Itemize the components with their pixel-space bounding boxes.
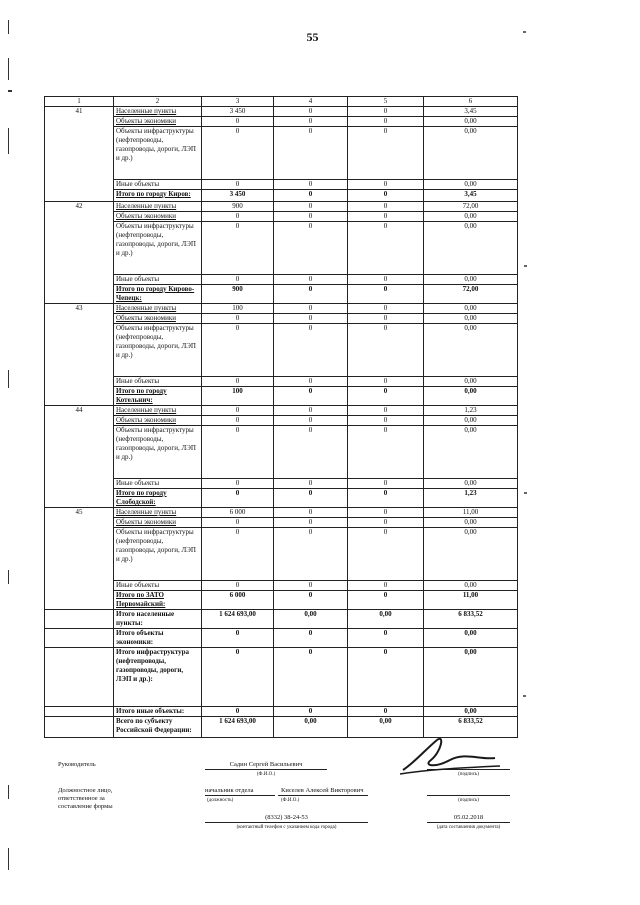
subtotal-row [45,489,518,508]
row-label: Итого по ЗАТО Первомайский: [114,591,202,610]
value-cell: 0 [274,107,348,117]
total-label: Итого населенные пункты: [114,610,202,629]
row-label: Итого по городу Кирово-Чепецк: [114,285,202,304]
value-cell: 0 [274,190,348,202]
value-cell: 0 [274,314,348,324]
row-label: Объекты экономики [114,416,202,426]
row-number: 42 [45,202,114,304]
row-label: Иные объекты [114,479,202,489]
value-cell: 0 [348,190,424,202]
date-line [427,822,510,823]
total-label: Итого объекты экономики: [114,629,202,648]
value-cell: 0 [348,212,424,222]
value-cell: 0 [202,212,274,222]
table-row [45,212,518,222]
value-cell: 0 [348,479,424,489]
row-label: Объекты инфраструктуры (нефтепроводы, газопроводы, дороги, ЛЭП и др.) [114,426,202,479]
total-row [45,707,518,717]
total-value-cell: 0,00 [348,717,424,738]
value-cell: 0 [274,387,348,406]
value-cell: 0 [274,202,348,212]
value-cell: 0 [202,416,274,426]
header-row [45,97,518,107]
value-cell: 0,00 [424,387,518,406]
total-value-cell: 0,00 [424,707,518,717]
table-row [45,314,518,324]
total-value-cell: 0 [348,629,424,648]
value-cell: 0 [202,180,274,190]
subtotal-row [45,387,518,406]
empty-cell [45,707,114,717]
total-value-cell: 0,00 [274,610,348,629]
total-label: Итого инфраструктура (нефтепроводы, газопроводы, дороги, ЛЭП и др.): [114,648,202,707]
value-cell: 0 [348,426,424,479]
value-cell: 0 [274,275,348,285]
value-cell: 3 450 [202,190,274,202]
value-cell: 0,00 [424,324,518,377]
value-cell: 0 [202,324,274,377]
value-cell: 0 [274,591,348,610]
row-label: Иные объекты [114,581,202,591]
value-cell: 0,00 [424,518,518,528]
row-label: Населенные пункты [114,406,202,416]
total-label: Всего по субъекту Российской Федерации: [114,717,202,738]
value-cell: 0 [202,117,274,127]
value-cell: 0 [348,304,424,314]
value-cell: 1,23 [424,489,518,508]
row-number: 44 [45,406,114,508]
official-position: начальник отдела [205,787,254,794]
empty-cell [45,610,114,629]
value-cell: 0 [274,489,348,508]
value-cell: 0 [202,377,274,387]
value-cell: 100 [202,304,274,314]
total-value-cell: 0 [348,648,424,707]
total-value-cell: 0 [202,707,274,717]
value-cell: 100 [202,387,274,406]
header-cell: 5 [348,97,424,107]
table-row [45,180,518,190]
total-value-cell: 0,00 [424,629,518,648]
value-cell: 0 [274,180,348,190]
value-cell: 0 [274,479,348,489]
subtotal-row [45,190,518,202]
row-label: Населенные пункты [114,107,202,117]
value-cell: 0 [348,518,424,528]
total-value-cell: 0 [202,629,274,648]
total-value-cell: 0 [202,648,274,707]
value-cell: 0 [274,117,348,127]
row-label: Населенные пункты [114,304,202,314]
value-cell: 0 [202,426,274,479]
total-value-cell: 0 [274,707,348,717]
table-row [45,127,518,180]
total-row [45,629,518,648]
value-cell: 3,45 [424,107,518,117]
value-cell: 0,00 [424,581,518,591]
value-cell: 0,00 [424,117,518,127]
header-cell: 3 [202,97,274,107]
value-cell: 1,23 [424,406,518,416]
value-cell: 0 [274,518,348,528]
row-label: Объекты экономики [114,518,202,528]
handwritten-signature [395,730,505,780]
total-value-cell: 0,00 [274,717,348,738]
row-label: Итого по городу Киров: [114,190,202,202]
value-cell: 0,00 [424,212,518,222]
value-cell: 72,00 [424,285,518,304]
value-cell: 11,00 [424,508,518,518]
row-label: Объекты экономики [114,212,202,222]
value-cell: 0 [202,127,274,180]
value-cell: 0 [274,508,348,518]
row-label: Итого по городу Котельнич: [114,387,202,406]
total-value-cell: 0 [348,707,424,717]
value-cell: 11,00 [424,591,518,610]
table-row [45,304,518,314]
value-cell: 0 [274,212,348,222]
table-row [45,518,518,528]
value-cell: 0 [348,202,424,212]
value-cell: 0 [348,127,424,180]
official-label: Должностное лицо, ответственное за составление формы [58,787,113,810]
value-cell: 0,00 [424,416,518,426]
value-cell: 0 [274,426,348,479]
value-cell: 0 [348,377,424,387]
value-cell: 0 [348,416,424,426]
value-cell: 0,00 [424,275,518,285]
value-cell: 0 [202,528,274,581]
value-cell: 0,00 [424,426,518,479]
value-cell: 0 [202,275,274,285]
head-name: Садин Сергей Васильевич [229,761,303,768]
head-label: Руководитель [58,761,96,768]
row-label: Иные объекты [114,377,202,387]
table-row [45,324,518,377]
table-row [45,581,518,591]
empty-cell [45,717,114,738]
page-number: 55 [306,30,319,44]
value-cell: 0,00 [424,377,518,387]
official-signature-caption: (подпись) [458,798,479,803]
subtotal-row [45,285,518,304]
total-label: Итого иные объекты: [114,707,202,717]
official-name: Киселев Алексей Викторович [281,787,364,794]
table-row [45,117,518,127]
row-label: Объекты инфраструктуры (нефтепроводы, газопроводы, дороги, ЛЭП и др.) [114,127,202,180]
value-cell: 0 [348,387,424,406]
total-value-cell: 1 624 693,00 [202,610,274,629]
row-label: Иные объекты [114,275,202,285]
official-name-line [278,795,368,796]
value-cell: 0 [348,222,424,275]
value-cell: 0 [202,406,274,416]
value-cell: 3,45 [424,190,518,202]
header-cell: 6 [424,97,518,107]
value-cell: 0 [348,314,424,324]
value-cell: 0 [348,508,424,518]
value-cell: 72,00 [424,202,518,212]
row-label: Населенные пункты [114,508,202,518]
summary-table [44,96,518,738]
value-cell: 0 [274,528,348,581]
row-label: Населенные пункты [114,202,202,212]
position-caption: (должность) [207,798,234,803]
table-row [45,508,518,518]
value-cell: 0,00 [424,180,518,190]
row-number: 43 [45,304,114,406]
value-cell: 0 [348,489,424,508]
header-cell: 2 [114,97,202,107]
value-cell: 0 [274,304,348,314]
value-cell: 0 [348,581,424,591]
value-cell: 0 [274,377,348,387]
head-name-line [205,769,327,770]
value-cell: 0 [348,324,424,377]
total-value-cell: 6 833,52 [424,717,518,738]
total-value-cell: 0,00 [424,648,518,707]
value-cell: 0 [348,107,424,117]
total-value-cell: 0 [274,648,348,707]
position-line [205,795,275,796]
row-number: 45 [45,508,114,610]
value-cell: 0 [202,518,274,528]
table-row [45,222,518,275]
date-caption: (дата составления документа) [436,825,501,830]
header-cell: 1 [45,97,114,107]
value-cell: 0,00 [424,314,518,324]
row-number: 41 [45,107,114,202]
total-row [45,648,518,707]
value-cell: 0 [202,314,274,324]
phone-caption: (контактный телефон с указанием кода города) [236,825,337,830]
value-cell: 0,00 [424,127,518,180]
value-cell: 0 [348,591,424,610]
value-cell: 0 [202,581,274,591]
table-row [45,377,518,387]
row-label: Итого по городу Слободской: [114,489,202,508]
total-row [45,610,518,629]
value-cell: 900 [202,202,274,212]
phone-line [205,822,368,823]
total-value-cell: 1 624 693,00 [202,717,274,738]
value-cell: 0 [348,406,424,416]
table-row [45,406,518,416]
head-fio-caption: (Ф.И.О.) [256,772,276,777]
value-cell: 6 000 [202,508,274,518]
row-label: Объекты экономики [114,314,202,324]
value-cell: 0 [348,528,424,581]
value-cell: 3 450 [202,107,274,117]
value-cell: 0 [202,479,274,489]
value-cell: 0 [274,406,348,416]
value-cell: 0 [274,222,348,275]
scan-dot [524,492,527,494]
value-cell: 900 [202,285,274,304]
value-cell: 0 [274,416,348,426]
empty-cell [45,629,114,648]
row-label: Объекты инфраструктуры (нефтепроводы, газопроводы, дороги, ЛЭП и др.) [114,324,202,377]
value-cell: 0,00 [424,528,518,581]
value-cell: 0 [274,285,348,304]
table-row [45,202,518,212]
table-row [45,416,518,426]
value-cell: 0 [348,117,424,127]
value-cell: 0 [202,222,274,275]
value-cell: 0 [348,180,424,190]
row-label: Объекты инфраструктуры (нефтепроводы, газопроводы, дороги, ЛЭП и др.) [114,528,202,581]
value-cell: 0,00 [424,479,518,489]
subtotal-row [45,591,518,610]
total-value-cell: 0 [274,629,348,648]
value-cell: 0 [348,285,424,304]
value-cell: 0 [202,489,274,508]
phone: (8332) 38-24-53 [265,814,308,821]
row-label: Иные объекты [114,180,202,190]
total-value-cell: 0,00 [348,610,424,629]
official-signature-line [427,795,510,796]
value-cell: 0 [274,324,348,377]
value-cell: 0 [274,581,348,591]
table-row [45,426,518,479]
table-body [45,97,518,738]
value-cell: 0 [348,275,424,285]
table-row [45,528,518,581]
total-value-cell: 6 833,52 [424,610,518,629]
value-cell: 6 000 [202,591,274,610]
scan-dot [523,31,526,33]
table-row [45,107,518,117]
head-signature-caption: (подпись) [458,772,479,777]
value-cell: 0 [274,127,348,180]
header-cell: 4 [274,97,348,107]
row-label: Объекты инфраструктуры (нефтепроводы, газопроводы, дороги, ЛЭП и др.) [114,222,202,275]
row-label: Объекты экономики [114,117,202,127]
official-fio-caption: (Ф.И.О.) [281,798,300,803]
scan-dot [523,695,526,697]
date: 05.02.2018 [453,814,484,821]
table-row [45,479,518,489]
value-cell: 0,00 [424,304,518,314]
value-cell: 0,00 [424,222,518,275]
table-row [45,275,518,285]
scan-dot [524,265,527,267]
empty-cell [45,648,114,707]
